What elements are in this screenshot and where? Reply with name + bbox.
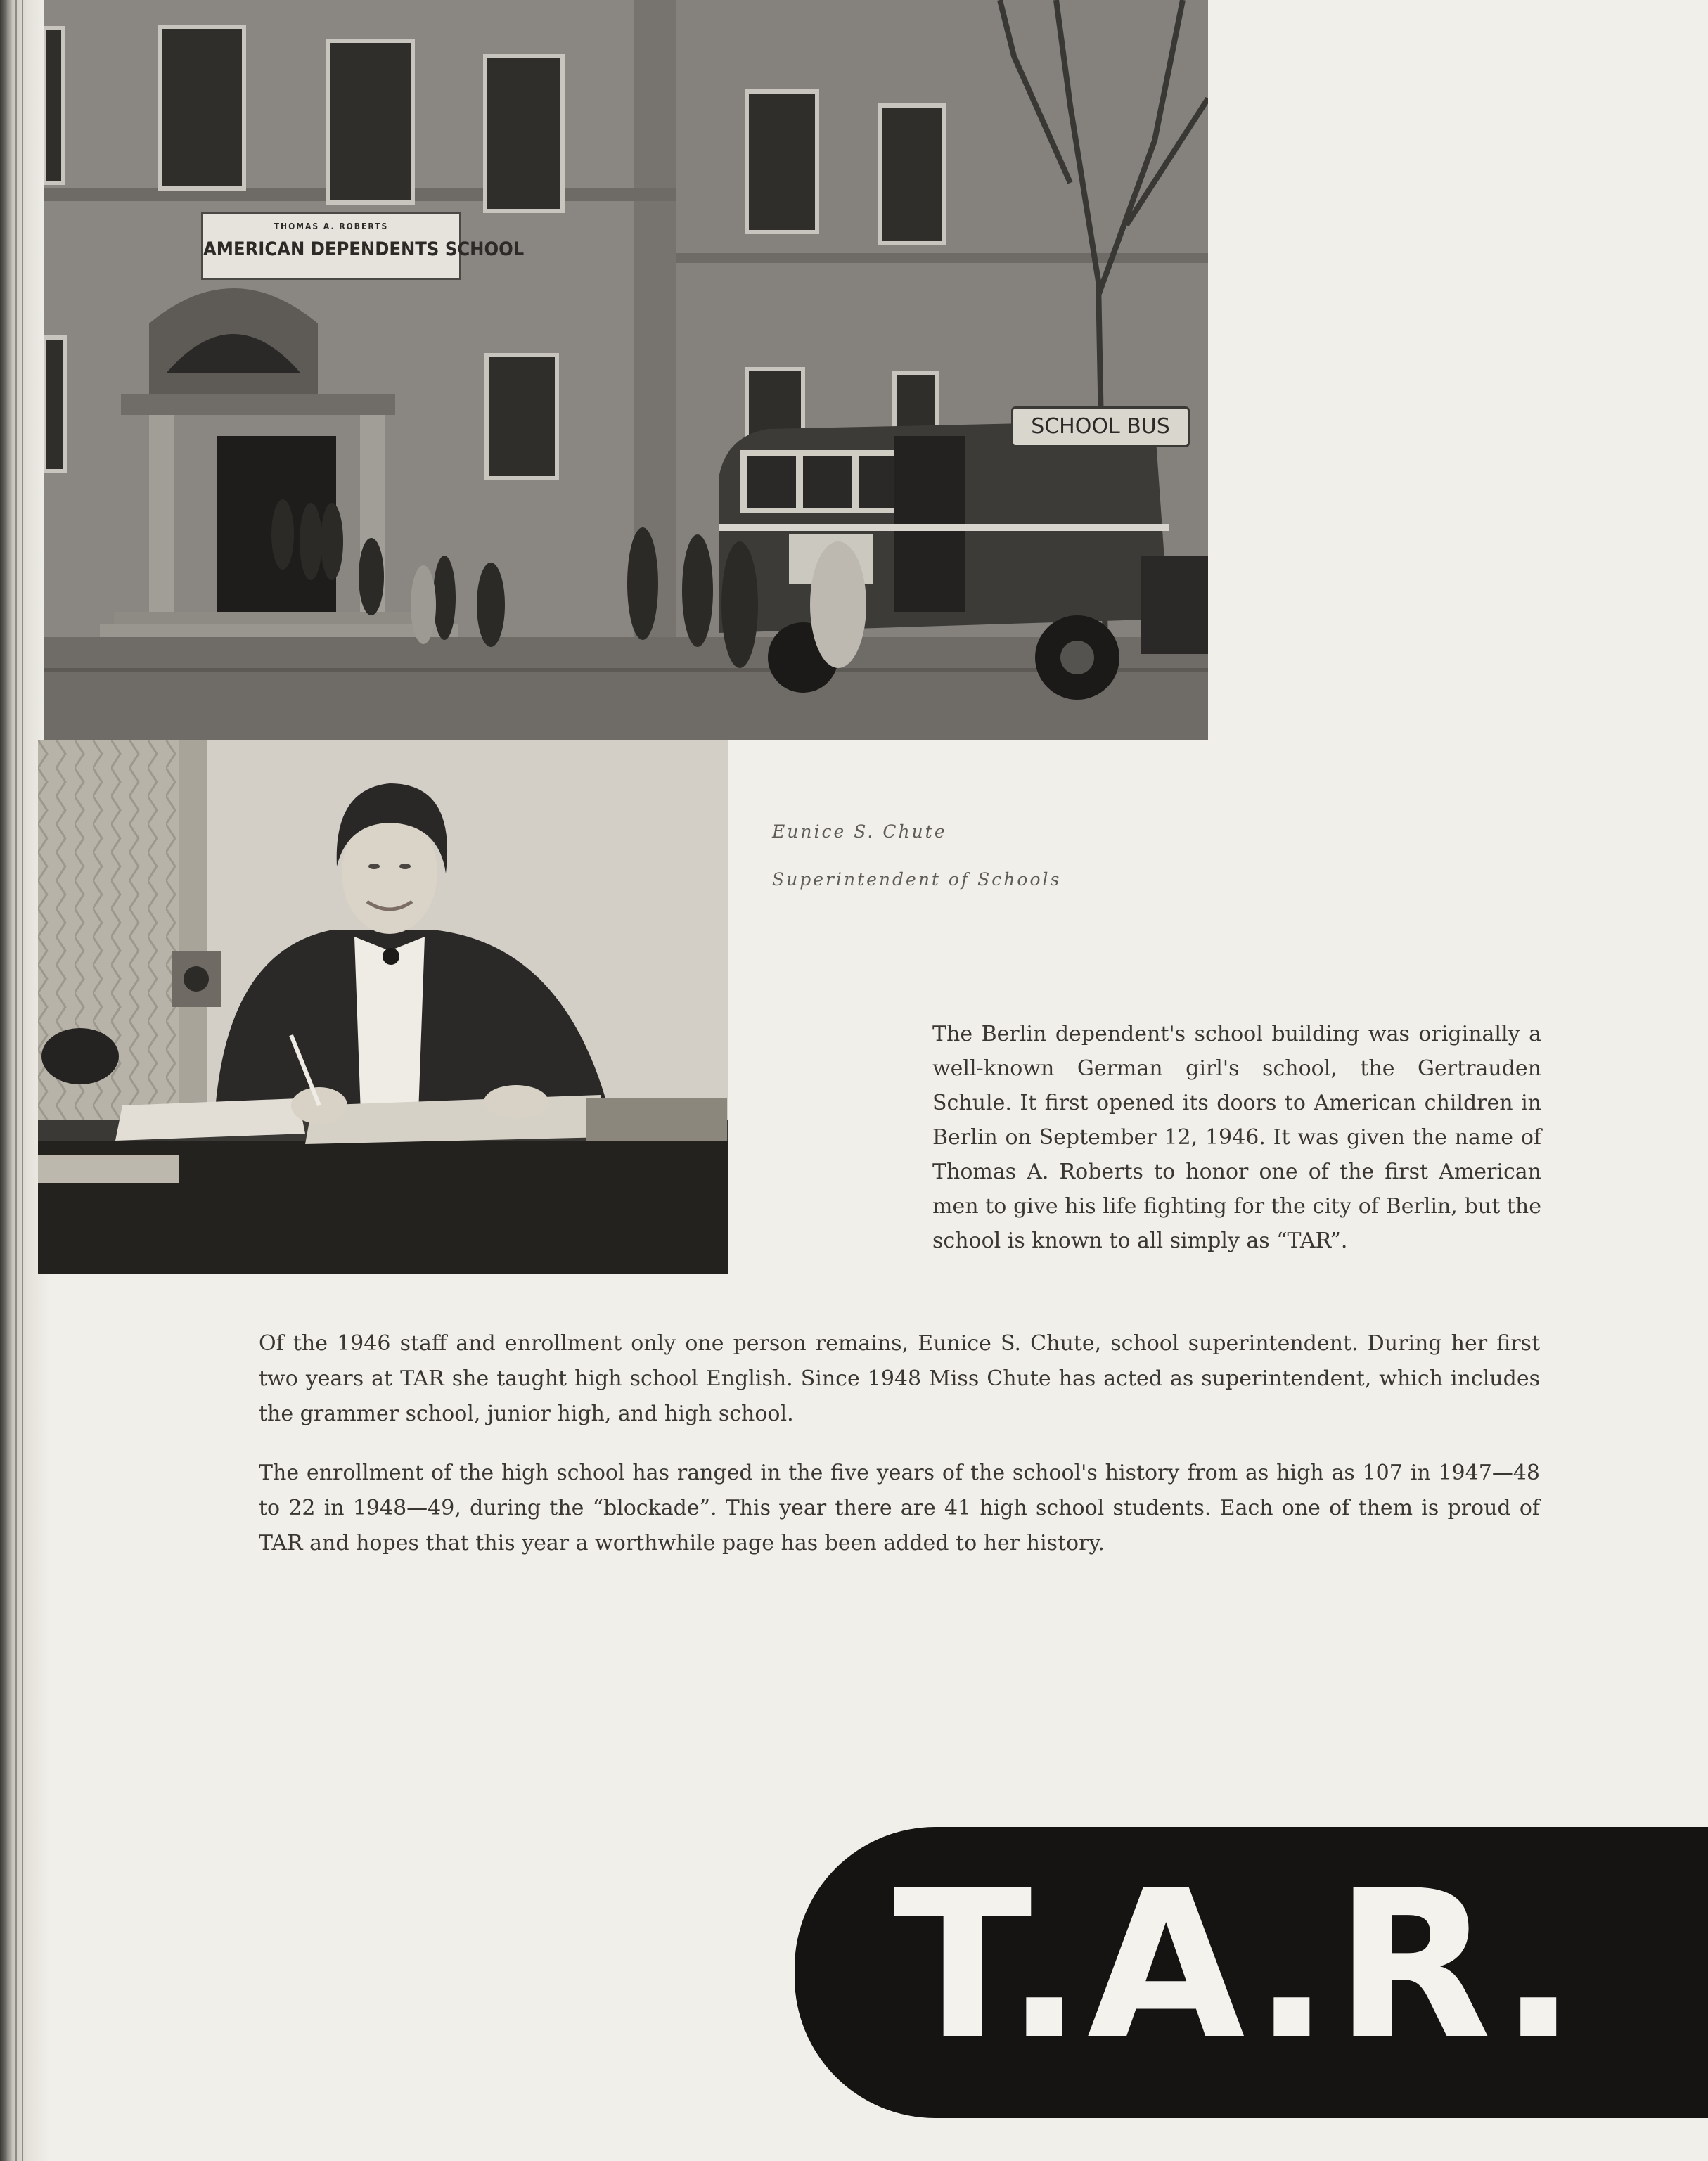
staff-paragraph: Of the 1946 staff and enrollment only one person remains, Eunice S. Chute, school superintendent. During her first two years at TAR she taught high school English. Since 1948 Miss Chute has acted as superintendent, which includes the grammer school, junior high, and high school. [259, 1331, 1540, 1426]
school-history-paragraph: The Berlin dependent's school building was originally a well-known German girl's school, the Gertrauden Schule. It first opened its doors to American children in Berlin on September 12, 1946. It was given the name of Thomas A. Roberts to honor one of the first American men to give his life fighting for the city of Berlin, but the school is known to all simply as “TAR”. [932, 1022, 1541, 1253]
tar-emblem-text: T.A.R. [893, 1847, 1581, 2084]
school-building-photo [44, 0, 1208, 740]
superintendent-portrait-photo [38, 740, 728, 1274]
binding-stripe [22, 0, 23, 2161]
school-building-illustration [44, 0, 1208, 740]
school-sign-main-text: AMERICAN DEPENDENTS SCHOOL [203, 238, 525, 260]
portrait-caption-title: Superintendent of Schools [772, 869, 1062, 890]
portrait-caption-name: Eunice S. Chute [772, 821, 947, 842]
binding-stripe [7, 0, 8, 2161]
enrollment-paragraph: The enrollment of the high school has ranged in the five years of the school's history from as high as 107 in 1947—48 to 22 in 1948—49, during the “blockade”. This year there are 41 high school students. Each one of them is proud of TAR and hopes that this year a worthwhile page has been added to her history. [259, 1461, 1540, 1556]
school-bus-sign: SCHOOL BUS [1011, 406, 1190, 447]
tar-emblem-banner [795, 1827, 1708, 2118]
portrait-illustration [38, 740, 728, 1274]
binding-stripe [15, 0, 17, 2161]
school-sign [201, 212, 525, 280]
school-sign-top-text: THOMAS A. ROBERTS [274, 222, 389, 231]
